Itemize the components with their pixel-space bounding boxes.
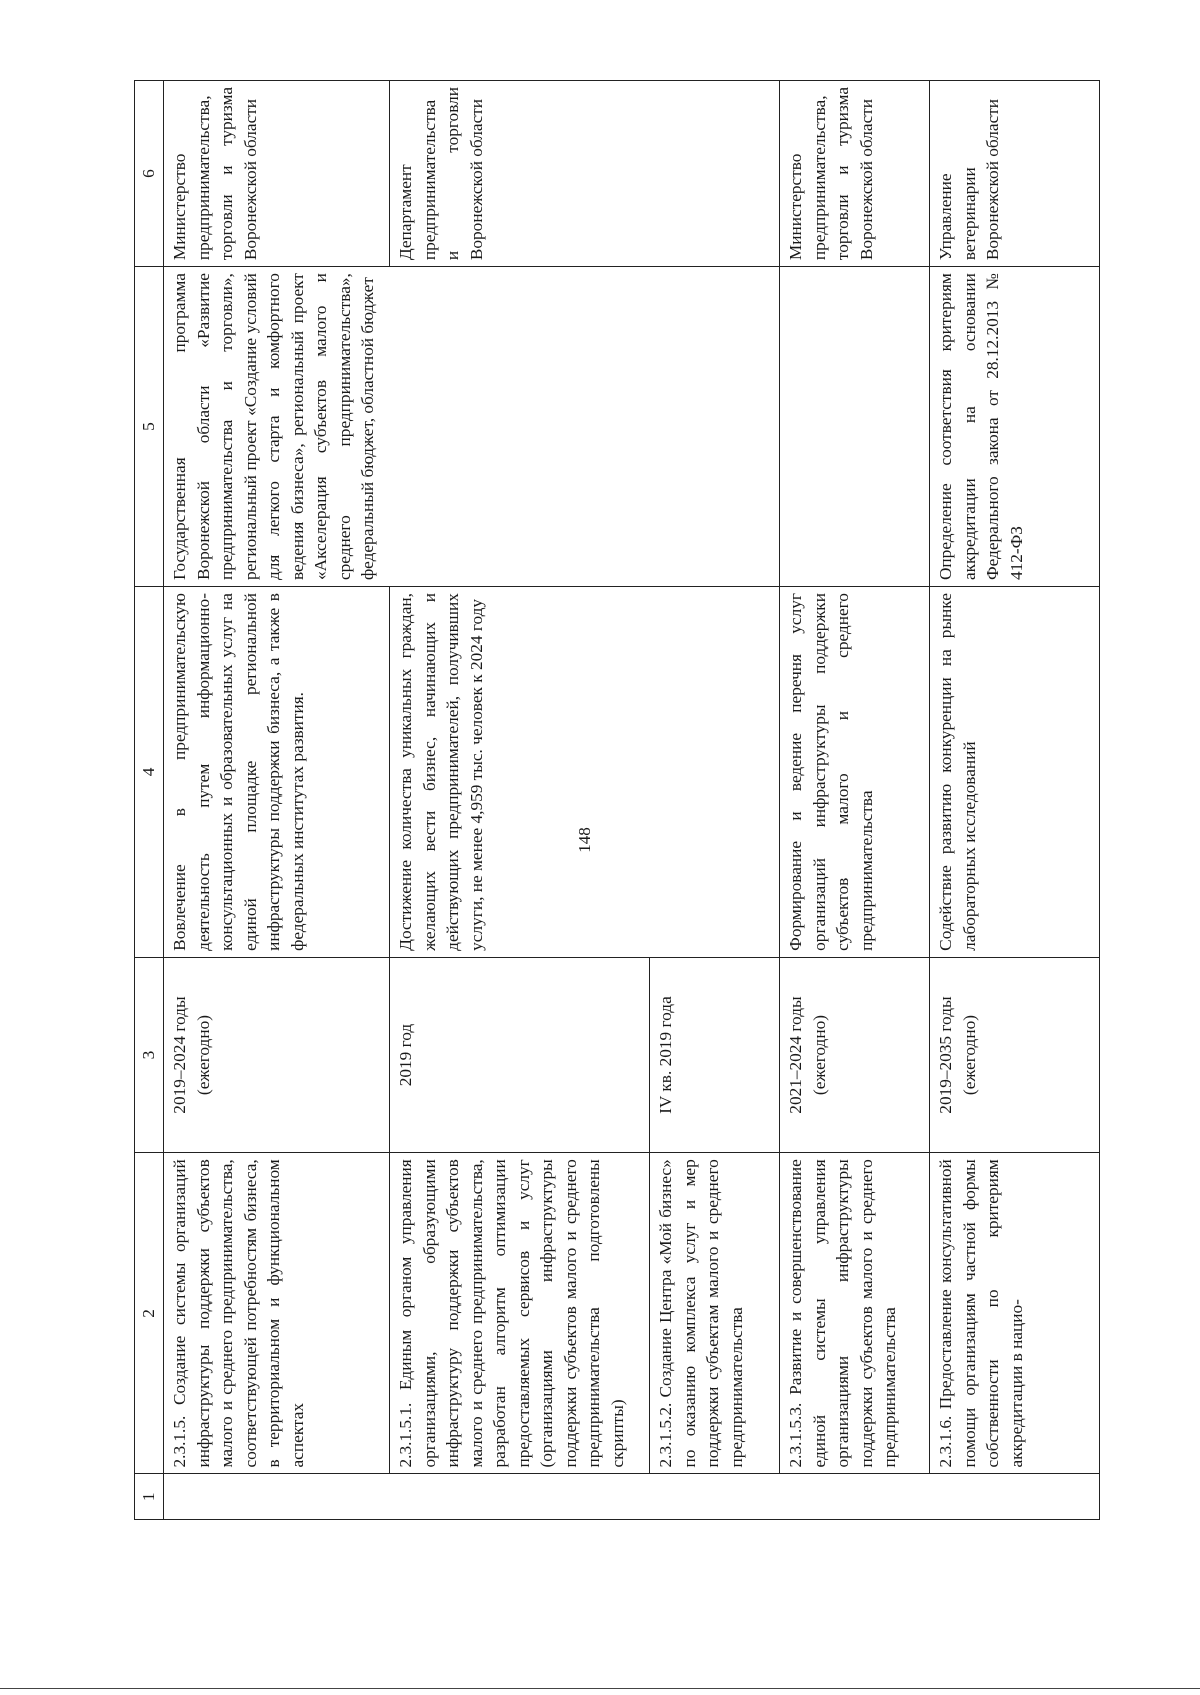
col1-empty-cell: [164, 1474, 1100, 1520]
row2-measure: 2.3.1.5.1. Единым органом управления организациями, образующими инфраструктуру поддержки субъектов малого и среднего предпринимательства, разработан алгоритм оптимизации предоставляемых сервисов и услуг (организациями инфраструктуры поддержки субъектов малого и среднего предпринимательства подготовлены скрипты): [390, 1153, 650, 1474]
page-number: 148: [575, 827, 594, 853]
header-col-5: 5: [135, 267, 164, 587]
header-col-4: 4: [135, 587, 164, 958]
row4-period: 2021–2024 годы (ежегодно): [780, 957, 930, 1152]
table-row: [930, 81, 1100, 1520]
header-col-3: 3: [135, 957, 164, 1152]
row4-measure: 2.3.1.5.3. Развитие и совершенствование единой системы управления организациями инфраструктуры поддержки субъектов малого и среднего предпринимательства: [780, 1153, 930, 1474]
header-col-1: 1: [135, 1474, 164, 1520]
row3-period: IV кв. 2019 года: [650, 957, 780, 1152]
row5-measure: 2.3.1.6. Предоставление консультативной помощи организациям частной формы собственности по критериям аккредитации в нацио-: [930, 1153, 1100, 1474]
row4-result: Формирование и ведение перечня услуг организаций инфраструктуры поддержки субъектов малого и среднего предпринимательства: [780, 587, 930, 958]
row2-result: Достижение количества уникальных граждан, желающих вести бизнес, начинающих и действующих предпринимателей, получивших услуги, не менее 4,959 тыс. человек к 2024 году: [390, 587, 780, 958]
row4-source-empty: [780, 267, 930, 587]
header-row: [135, 81, 164, 1520]
row1-responsible: Министерство предпринимательства, торговли и туризма Воронежской области: [164, 81, 390, 267]
header-col-6: 6: [135, 81, 164, 267]
measures-table: [134, 80, 1100, 1520]
row2-responsible: Департамент предпринимательства и торговли Воронежской области: [390, 81, 780, 267]
row3-measure: 2.3.1.5.2. Создание Центра «Мой бизнес» по оказанию комплекса услуг и мер поддержки субъектам малого и среднего предпринимательства: [650, 1153, 780, 1474]
scan-edge-line: [0, 1688, 1200, 1689]
row1-result: Вовлечение в предпринимательскую деятельность путем информационно-консультационных и образовательных услуг на единой площадке региональной инфраструктуры поддержки бизнеса, а также в федеральных институтах развития.: [164, 587, 390, 958]
header-col-2: 2: [135, 1153, 164, 1474]
row1-source: Государственная программа Воронежской области «Развитие предпринимательства и торговли», региональный проект «Создание условий для легкого старта и комфортного ведения бизнеса», региональный проект «Акселерация субъектов малого и среднего предпринимательства», федеральный бюджет, областной бюджет: [164, 267, 780, 587]
table-row: [780, 81, 930, 1520]
row2-period: 2019 год: [390, 957, 650, 1152]
row4-responsible: Министерство предпринимательства, торговли и туризма Воронежской области: [780, 81, 930, 267]
row1-period: 2019–2024 годы (ежегодно): [164, 957, 390, 1152]
row1-measure: 2.3.1.5. Создание системы организаций инфраструктуры поддержки субъектов малого и среднего предпринимательства, соответствующей потребностям бизнеса, в территориальном и функциональном аспектах: [164, 1153, 390, 1474]
rotated-table-container: [134, 80, 1200, 1520]
row5-period: 2019–2035 годы (ежегодно): [930, 957, 1100, 1152]
row5-result: Содействие развитию конкуренции на рынке лабораторных исследований: [930, 587, 1100, 958]
row5-responsible: Управление ветеринарии Воронежской области: [930, 81, 1100, 267]
table-row: [164, 81, 390, 1520]
row5-source: Определение соответствия критериям аккредитации на основании Федерального закона от 28.12.2013 № 412-ФЗ: [930, 267, 1100, 587]
